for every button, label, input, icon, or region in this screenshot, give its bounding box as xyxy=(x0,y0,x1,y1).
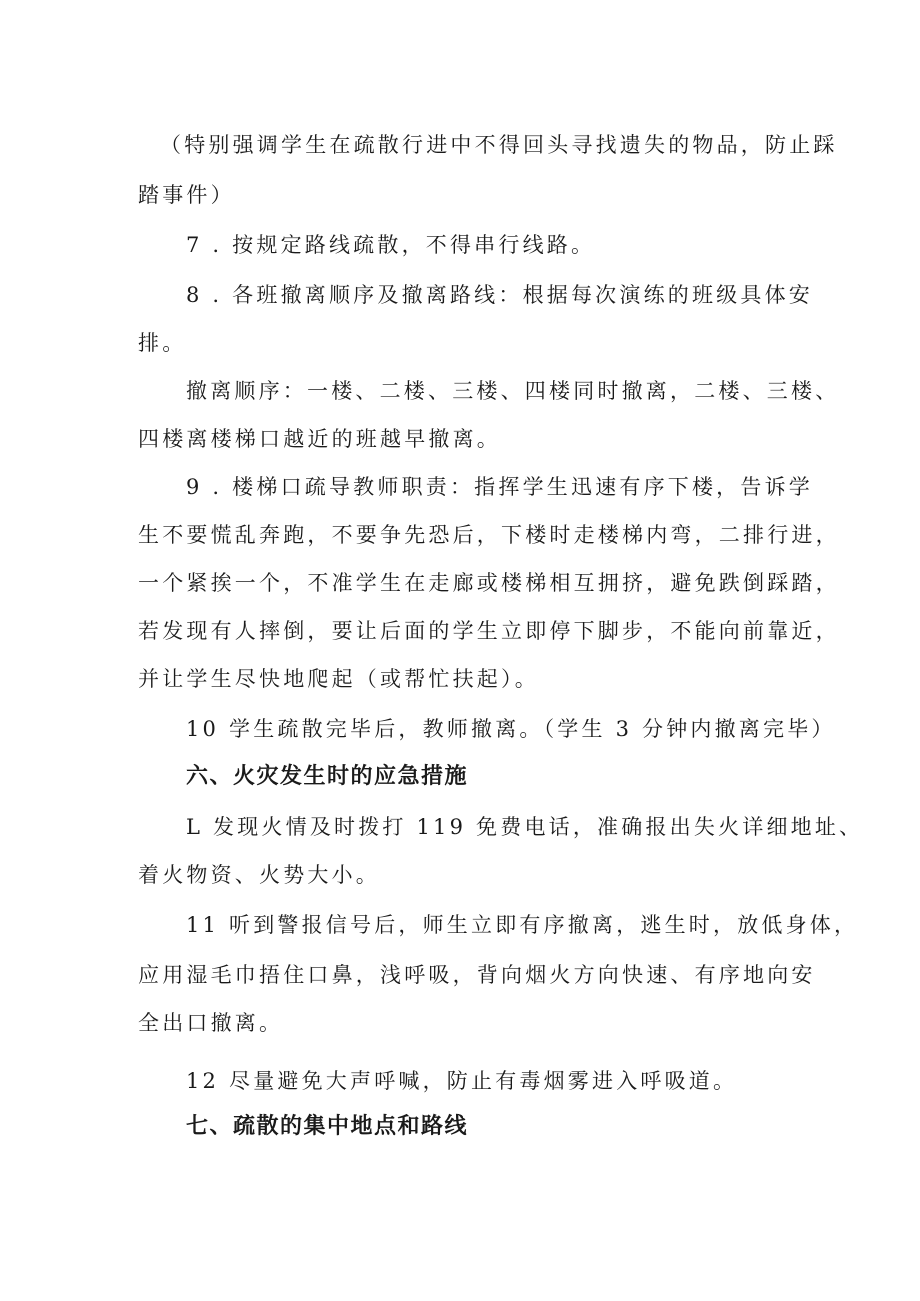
paragraph-line: 应用湿毛巾捂住口鼻，浅呼吸，背向烟火方向快速、有序地向安 xyxy=(138,963,816,987)
paragraph-line: 排。 xyxy=(138,331,187,355)
paragraph-line: 10 学生疏散完毕后，教师撤离。（学生 3 分钟内撤离完毕） xyxy=(186,717,836,741)
paragraph-line: 着火物资、火势大小。 xyxy=(138,863,380,887)
paragraph-line: 全出口撤离。 xyxy=(138,1011,284,1035)
paragraph-line: 并让学生尽快地爬起（或帮忙扶起）。 xyxy=(138,667,539,691)
paragraph-line: 7 . 按规定路线疏散，不得串行线路。 xyxy=(186,233,596,257)
paragraph-line: L 发现火情及时拨打 119 免费电话，准确报出失火详细地址、 xyxy=(186,815,864,839)
section-heading: 七、疏散的集中地点和路线 xyxy=(186,1114,469,1139)
paragraph-line: 若发现有人摔倒，要让后面的学生立即停下脚步，不能向前靠近， xyxy=(138,619,840,643)
paragraph-line: 8 . 各班撤离顺序及撤离路线：根据每次演练的班级具体安 xyxy=(186,283,813,307)
paragraph-line: （特别强调学生在疏散行进中不得回头寻找遗失的物品，防止踩 xyxy=(160,133,838,157)
section-heading: 六、火灾发生时的应急措施 xyxy=(186,764,469,789)
paragraph-line: 9 . 楼梯口疏导教师职责：指挥学生迅速有序下楼，告诉学 xyxy=(186,475,813,499)
paragraph-line: 撤离顺序：一楼、二楼、三楼、四楼同时撤离，二楼、三楼、 xyxy=(186,379,840,403)
paragraph-line: 11 听到警报信号后，师生立即有序撤离，逃生时，放低身体， xyxy=(186,913,859,937)
paragraph-line: 一个紧挨一个，不准学生在走廊或楼梯相互拥挤，避免跌倒踩踏， xyxy=(138,571,840,595)
paragraph-line: 生不要慌乱奔跑，不要争先恐后，下楼时走楼梯内弯，二排行进， xyxy=(138,523,840,547)
paragraph-line: 四楼离楼梯口越近的班越早撤离。 xyxy=(138,427,501,451)
paragraph-line: 踏事件） xyxy=(138,183,235,207)
paragraph-line: 12 尽量避免大声呼喊，防止有毒烟雾进入呼吸道。 xyxy=(186,1069,738,1093)
